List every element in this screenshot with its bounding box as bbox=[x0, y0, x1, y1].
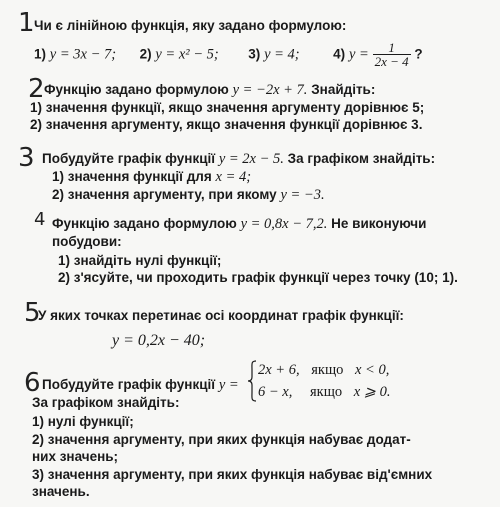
task-number: 3 bbox=[18, 143, 35, 173]
task-number: 6 bbox=[24, 368, 41, 398]
task-item bbox=[52, 169, 251, 185]
task-formula: y = 0,2x − 40; bbox=[112, 332, 206, 349]
task-item: значень. bbox=[32, 484, 90, 499]
task-item: 2) значення аргументу, якщо значення функції дорівнює 3. bbox=[30, 117, 423, 132]
task-title-line2: побудови: bbox=[52, 234, 122, 249]
fraction-denominator: 2x − 4 bbox=[374, 54, 409, 69]
task-title: У яких точках перетинає осі координат графік функції: bbox=[38, 308, 404, 323]
task-item: 1) знайдіть нулі функції; bbox=[58, 253, 222, 268]
option-formula: y = bbox=[348, 46, 369, 63]
option-label: 1) bbox=[34, 46, 47, 62]
item-text: 2) значення аргументу, при якому bbox=[52, 187, 277, 202]
piecewise-brace bbox=[247, 360, 257, 402]
task-item: 1) значення функції, якщо значення аргументу дорівнює 5; bbox=[30, 100, 425, 115]
option-label: 3) bbox=[248, 46, 261, 62]
task-number: 5 bbox=[24, 298, 41, 328]
piecewise-case bbox=[258, 384, 390, 401]
task-title: Чи є лінійною функція, яку задано формулою: bbox=[34, 18, 347, 33]
task-title bbox=[44, 82, 375, 98]
title-text: Знайдіть: bbox=[311, 82, 376, 97]
title-formula: y = 0,8x − 7,2. bbox=[240, 216, 328, 232]
case-cond: x ⩾ 0. bbox=[353, 384, 391, 400]
brace-icon bbox=[247, 360, 257, 402]
option-label: 4) bbox=[333, 46, 346, 62]
task-item: них значень; bbox=[32, 449, 119, 464]
fraction bbox=[373, 41, 411, 69]
task-title bbox=[42, 377, 239, 393]
piecewise-case bbox=[258, 362, 389, 379]
title-text: Побудуйте графік функції bbox=[42, 377, 216, 392]
title-formula: y = 2x − 5. bbox=[218, 151, 284, 167]
task-number: 2 bbox=[28, 74, 45, 104]
task-number: 1 bbox=[18, 8, 35, 38]
fraction-numerator: 1 bbox=[373, 41, 411, 55]
title-text: Не виконуючи bbox=[331, 216, 427, 231]
title-text: Побудуйте графік функції bbox=[42, 151, 216, 166]
task-item bbox=[52, 187, 325, 203]
task-title bbox=[52, 216, 426, 232]
title-text: Функцію задано формулою bbox=[52, 216, 237, 231]
case-word: якщо bbox=[309, 384, 343, 400]
task-item: 2) значення аргументу, при яких функція набуває додат- bbox=[32, 432, 411, 447]
option-suffix: ? bbox=[414, 46, 423, 62]
case-word: якщо bbox=[311, 362, 344, 378]
case-expr: 2x + 6, bbox=[258, 362, 300, 378]
item-text: 1) значення функції для bbox=[52, 169, 212, 184]
task-item: 2) з'ясуйте, чи проходить графік функції через точку (10; 1). bbox=[58, 270, 458, 285]
task-number: 4 bbox=[34, 209, 46, 230]
title-text: За графіком знайдіть: bbox=[287, 151, 436, 166]
case-expr: 6 − x, bbox=[258, 384, 293, 400]
title-formula: y = −2x + 7. bbox=[232, 82, 308, 98]
option-label: 2) bbox=[139, 46, 152, 62]
case-cond: x < 0, bbox=[355, 362, 390, 378]
item-formula: x = 4; bbox=[215, 169, 252, 185]
option-formula: y = 3x − 7; bbox=[49, 46, 117, 63]
task-title bbox=[42, 151, 435, 167]
title-text: Функцію задано формулою bbox=[44, 82, 229, 97]
task-subtitle: За графіком знайдіть: bbox=[32, 395, 180, 410]
task-options bbox=[34, 41, 423, 69]
option-formula: y = x² − 5; bbox=[155, 46, 219, 63]
option-formula: y = 4; bbox=[264, 46, 300, 63]
task-item: 1) нулі функції; bbox=[32, 414, 134, 429]
item-formula: y = −3. bbox=[280, 187, 325, 203]
title-formula: y = bbox=[218, 377, 239, 393]
task-item: 3) значення аргументу, при яких функція набуває від'ємних bbox=[32, 467, 433, 482]
